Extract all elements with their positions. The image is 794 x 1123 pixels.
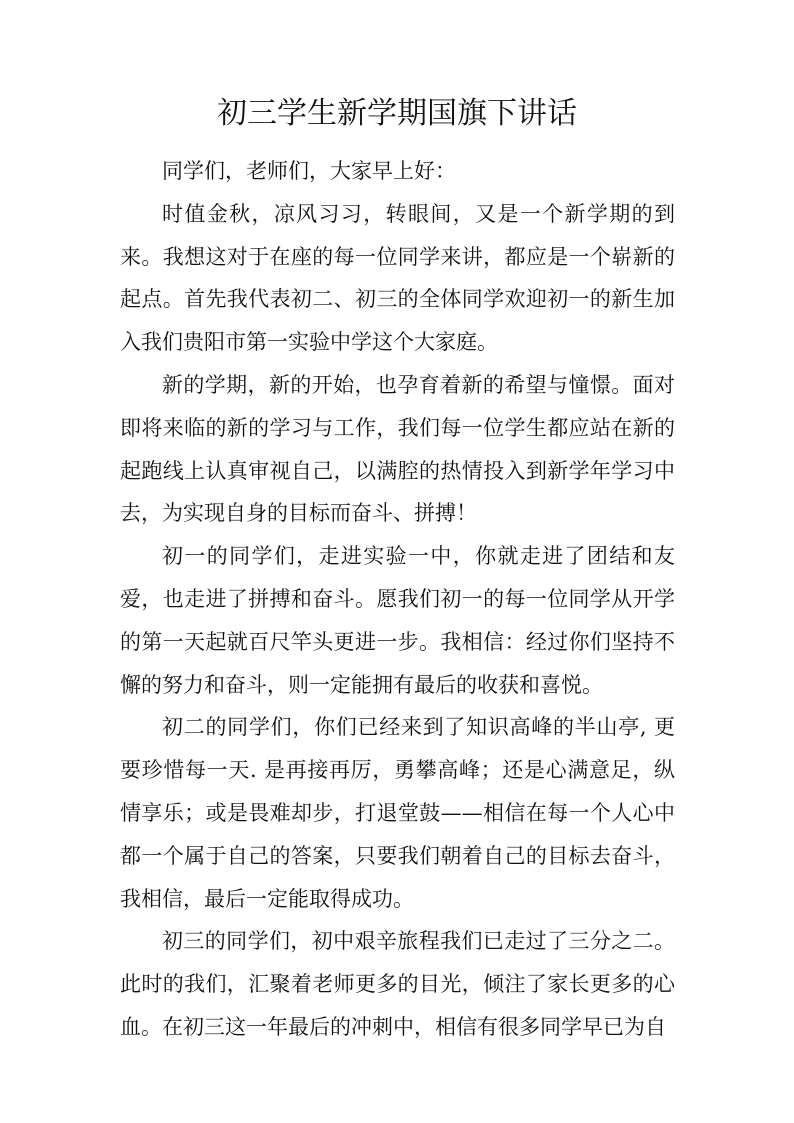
paragraph-grade-two: 初二的同学们，你们已经来到了知识高峰的半山亭, 更要珍惜每一天. 是再接再厉，勇攀高峰；还是心满意足，纵情享乐；或是畏难却步，打退堂鼓——相信在每一个人心中都一个属于自己的答案，只要我们朝着自己的目标去奋斗，我相信，最后一定能取得成功。: [120, 715, 675, 911]
document-title: 初三学生新学期国旗下讲话: [217, 96, 577, 131]
paragraph-welcome: 时值金秋，凉风习习，转眼间，又是一个新学期的到来。我想这对于在座的每一位同学来讲，都应是一个崭新的起点。首先我代表初二、初三的全体同学欢迎初一的新生加入我们贵阳市第一实验中学这个大家庭。: [120, 201, 675, 355]
paragraph-grade-three: 初三的同学们，初中艰辛旅程我们已走过了三分之二。此时的我们，汇聚着老师更多的目光，倾注了家长更多的心血。在初三这一年最后的冲刺中，相信有很多同学早已为自: [120, 929, 675, 1039]
document-body: [120, 150, 675, 1049]
paragraph-new-semester: 新的学期，新的开始，也孕育着新的希望与憧憬。面对即将来临的新的学习与工作，我们每一位学生都应站在新的起跑线上认真审视自己，以满腔的热情投入到新学年学习中去，为实现自身的目标而奋斗、拼搏！: [120, 372, 675, 526]
paragraph-greeting: 同学们，老师们，大家早上好：: [162, 159, 456, 183]
paragraph-grade-one: 初一的同学们，走进实验一中，你就走进了团结和友爱，也走进了拼搏和奋斗。愿我们初一的每一位同学从开学的第一天起就百尺竿头更进一步。我相信：经过你们坚持不懈的努力和奋斗，则一定能拥有最后的收获和喜悦。: [120, 544, 675, 697]
